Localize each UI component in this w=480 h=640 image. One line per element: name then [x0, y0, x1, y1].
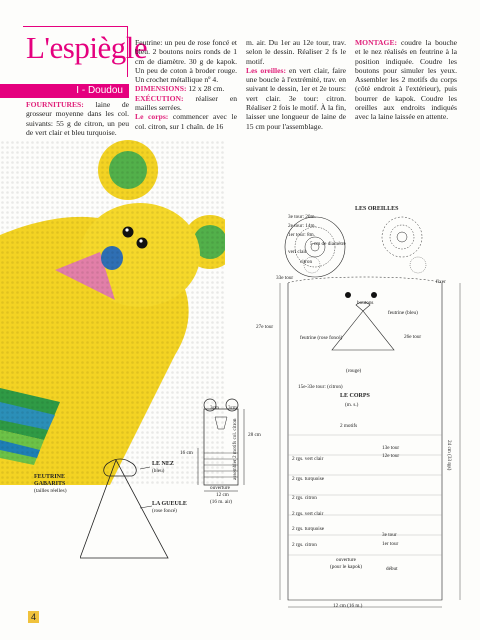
section-banner: I - Doudou — [0, 84, 129, 98]
fournitures-text: laine de grosseur moyenne dans les col. suivants: 55 g de citron, un peu de vert clair et bleu turquoise. — [26, 100, 129, 137]
oreilles-text: en vert clair, faire une boucle à l'extrémité, trav. en suivant le dessin, 1er et 2e tours: vert clair. 3e tour: citron. Réaliser 2 fois le motif. À la fin, laisser une longueur de laine de 15 cm pour l'assemblage. — [246, 65, 347, 131]
assemble-vertical: assembler 2 motifs col. citron — [232, 418, 238, 480]
ov-w12-sub: (16 m. air) — [210, 499, 233, 505]
feutrine-rose: feutrine (rose foncé) — [300, 335, 343, 341]
dimensions-heading: DIMENSIONS: — [135, 84, 187, 94]
corps-text: commencer avec le col. citron, sur 1 chaîn. de 16 — [135, 112, 237, 131]
rgs-2: 2 rgs. citron — [292, 495, 317, 501]
feutrine-bleu: feutrine (bleu) — [388, 310, 418, 316]
text-col-4 — [355, 38, 457, 122]
tours1533: 15e-33e tour: (citron) — [298, 384, 343, 390]
templates-heading — [34, 474, 67, 495]
page-number: 4 — [28, 611, 39, 623]
ouverture-main: ouverture — [336, 557, 356, 563]
ov-h16: 16 cm — [180, 450, 193, 456]
page-title: L'espiègle — [26, 30, 148, 65]
tour13: 13e tour — [382, 445, 400, 451]
tour27: 27e tour — [256, 324, 274, 330]
nez-label — [152, 461, 174, 475]
ear-tour1: 1er tour: 8m. — [288, 232, 315, 238]
corps-heading: Le corps: — [135, 112, 169, 122]
text-col-3 — [246, 38, 346, 131]
ear-tour3: 3e tour: 20m. — [288, 214, 316, 220]
ov-ouverture: ouverture — [210, 485, 230, 491]
ear-diam: 5 cm de diamètre — [310, 241, 346, 247]
motif2: 2 motifs — [340, 423, 358, 429]
montage-text: coudre la bouche et le nez réalisés en feutrine à la position indiquée. Coudre les boutons pour simuler les yeux. Assembler les 2 motifs du corps (côté endroit à l'extérieur), puis bourrer de kapok. Coudre les oreilles aux endroits indiqués avec la laine laissée en attente. — [355, 38, 457, 122]
rgs-0: 2 rgs. vert clair — [292, 456, 324, 462]
oreilles-heading: Les oreilles: — [246, 65, 286, 75]
ov-w-top: 3cm — [210, 405, 219, 411]
fournitures-heading: FOURNITURES: — [26, 100, 84, 109]
gueule-label-1: LA GUEULE — [152, 501, 187, 507]
fixer: fixer — [436, 279, 446, 285]
rgs-4: 2 rgs. turquoise — [292, 526, 325, 532]
tour3b: 3e tour — [382, 532, 397, 538]
tour1b: 1er tour — [382, 541, 399, 547]
text-col-2 — [135, 38, 237, 131]
ear-vert: vert clair — [288, 249, 307, 255]
ov-w12: 12 cm — [216, 492, 229, 498]
oreilles-title: LES OREILLES — [355, 206, 399, 212]
tour26: 26e tour — [404, 334, 422, 340]
width-main: 12 cm (16 m.) — [333, 603, 363, 609]
crochet-chart — [270, 205, 475, 610]
ov-h28: 28 cm — [248, 432, 261, 438]
boutons: boutons — [357, 300, 374, 306]
tour12: 12e tour — [382, 453, 400, 459]
gueule-label-2: (rose foncé) — [152, 508, 177, 514]
text-col-1 — [26, 100, 129, 137]
templates-heading-1: FEUTRINE — [34, 474, 66, 480]
corps-ms: (m. s.) — [345, 402, 359, 408]
rgs-1: 2 rgs. turquoise — [292, 476, 325, 482]
execution-heading: EXÉCUTION: — [135, 93, 184, 103]
debut: début — [386, 566, 398, 572]
dimensions-text: 12 x 28 cm. — [186, 84, 225, 94]
execution-text: réaliser en mailles serrées. — [135, 93, 237, 113]
rouge: (rouge) — [346, 368, 362, 374]
rgs-5: 2 rgs. citron — [292, 542, 317, 548]
corps-continued-text: m. air. Du 1er au 12e tour, trav. selon le dessin. Réaliser 2 fs le motif. — [246, 38, 346, 66]
nez-label-2: (bleu) — [152, 468, 165, 474]
tour33: 33e tour — [276, 275, 294, 281]
ear-tour2: 2e tour: 14m. — [288, 223, 316, 229]
materials-text: Feutrine: un peu de rose foncé et bleu. 2 boutons noirs ronds de 1 cm de diamètre. 30 g de kapok. Un peu de coton à broder rouge. Un crochet métallique nº 4. — [135, 38, 237, 85]
nez-label-1: LE NEZ — [152, 461, 174, 467]
kapok: (pour le kapok) — [330, 564, 362, 570]
corps-title: LE CORPS — [340, 393, 370, 399]
montage-heading: MONTAGE: — [355, 38, 398, 47]
height-vertical: 24 cm (33 rgs) — [446, 440, 452, 471]
rgs-3: 2 rgs. vert clair — [292, 511, 324, 517]
ear-citron: citron — [300, 259, 313, 265]
templates-heading-3: (tailles réelles) — [34, 488, 67, 494]
ov-w-top2: 3cm — [228, 405, 237, 411]
templates-heading-2: GABARITS — [34, 481, 66, 487]
